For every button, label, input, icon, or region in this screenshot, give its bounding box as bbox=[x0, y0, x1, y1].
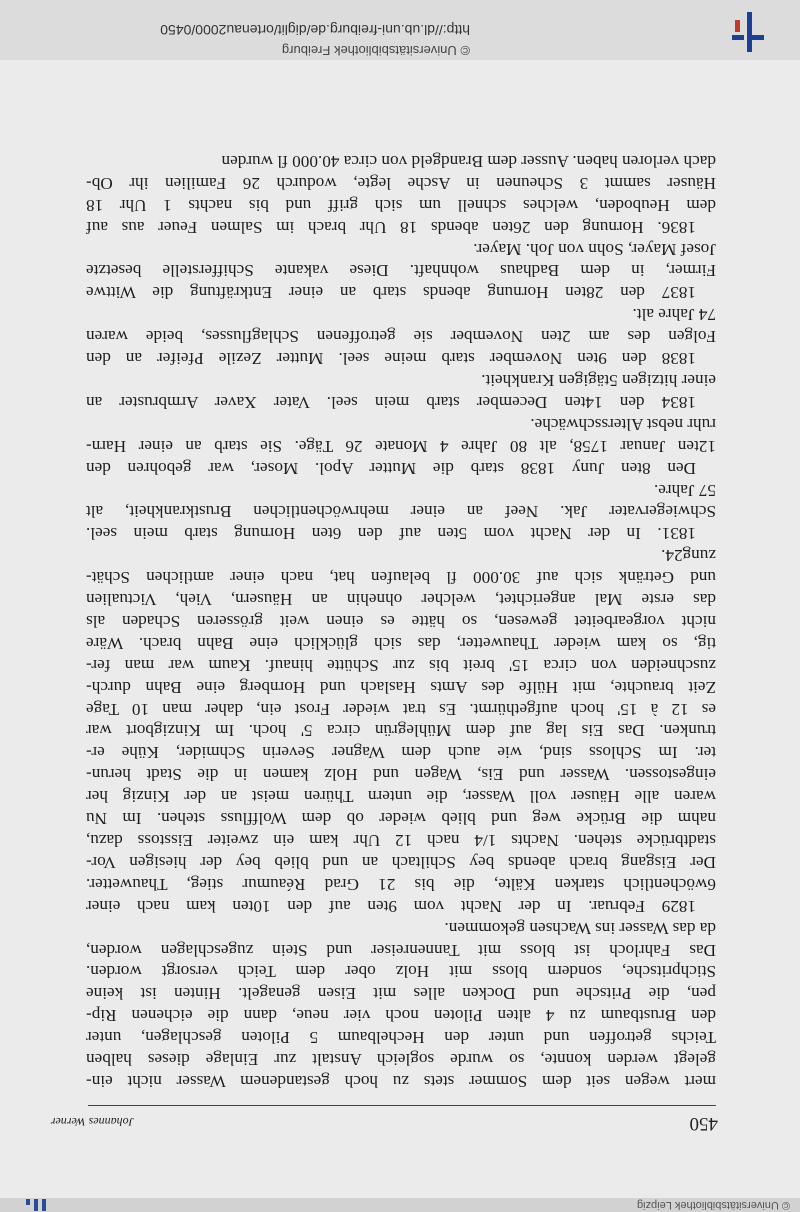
text-line: zung24. bbox=[661, 546, 716, 566]
text-line: eingestossen. Wasser und Eis, Wagen und Holz kamen in die Stadt herun- bbox=[86, 765, 716, 785]
text-line: Der Eisgang brach abends bey Schiltach an und blieb bey der hiesigen Vor- bbox=[86, 852, 716, 872]
text-line: 74 Jahre alt. bbox=[632, 305, 716, 325]
text-line: 1836. Hornung den 26ten abends 18 Uhr brach im Salmen Feuer aus auf bbox=[86, 217, 696, 237]
text-line: 1838 den 9ten November starb meine seel. Mutter Zezile Pfeifer an den bbox=[86, 349, 696, 369]
text-line: 1834 den 14ten December starb mein seel. Vater Xaver Armbruster an bbox=[86, 392, 696, 412]
top-watermark-strip bbox=[0, 1198, 800, 1212]
footer-copyright: © Universitätsbibliothek Freiburg bbox=[281, 43, 470, 58]
footer-url[interactable]: http://dl.ub.uni-freiburg.de/diglit/ortenau2000/0450 bbox=[160, 22, 470, 38]
text-line: ruhr nebst Altersschwäche. bbox=[530, 414, 716, 434]
text-line: tig, so kam wieder Thauwetter, das sich glücklich eine Bahn brach. Wäre bbox=[86, 633, 716, 653]
top-watermark: © Universitätsbibliothek Leipzig bbox=[636, 1199, 790, 1211]
text-line: nicht vorgearbeitet gewesen, so hätte es einen weit grösseren Schaden als bbox=[86, 611, 716, 631]
text-line: Schwiegervater Jak. Neef an einer mehrwöchentlichen Brustkrankheit, alt bbox=[86, 502, 716, 522]
text-line: Firmer, in dem Badhaus wohnhaft. Diese vakante Schifferstelle besetzte bbox=[86, 261, 716, 281]
page-number: 450 bbox=[689, 1113, 718, 1134]
footer-strip bbox=[0, 0, 800, 60]
text-line: Das Fahrloch ist bloss mit Tannenreiser und Stein zugeschlagen worden, bbox=[86, 940, 716, 960]
text-line: stadtbrücke stehen. Nachts 1/4 nach 12 Uhr kam ein zweiter Eisstoss dazu, bbox=[86, 831, 716, 851]
header-rule bbox=[88, 1105, 716, 1106]
text-line: 12ten Januar 1758, alt 80 Jahre 4 Monate 26 Täge. Sie starb an einer Harn- bbox=[86, 436, 716, 456]
text-line: pen, die Pritsche und Docken alles mit Eisen genagelt. Hinten ist keine bbox=[86, 984, 716, 1004]
text-line: das erste Mal angerichtet, welcher ohnehin an Häusern, Vieh, Victualien bbox=[86, 590, 716, 610]
university-logo-icon bbox=[730, 12, 764, 52]
text-line: und Getränk sich auf 30.000 fl belaufen hat, nach einer amtlichen Schät- bbox=[86, 568, 716, 588]
text-line: Folgen des am 2ten November sie getroffenen Schlagflusses, beide waren bbox=[86, 327, 716, 347]
text-line: Zeit brauchte, mit Hülfe des Amts Haslach und Hornberg eine Bahn durch- bbox=[86, 677, 716, 697]
text-line: 1831. In der Nacht vom 5ten auf den 6ten Hornung starb mein seel. bbox=[86, 524, 696, 544]
text-line: dach verloren haben. Ausser dem Brandgeld von circa 40.000 fl wurden bbox=[221, 151, 716, 171]
text-line: dem Heuboden, welches schnell um sich griff und bis nachts 1 Uhr 18 bbox=[86, 195, 716, 215]
text-line: 1829 Februar. In der Nacht vom 9ten auf den 10ten kam nach einer bbox=[86, 896, 696, 916]
text-line: 57 Jahre. bbox=[653, 480, 716, 500]
text-line: gelegt werden konnte, so wurde sogleich Anstalt zur Einlage dieses halben bbox=[86, 1050, 716, 1070]
text-line: mert wegen seit dem Sommer stets zu hoch gestandenem Wasser nicht ein- bbox=[86, 1072, 716, 1091]
library-logo-icon bbox=[16, 1199, 46, 1211]
text-line: Häuser sammt 3 Scheunen in Asche legte, wodurch 26 Familien ihr Ob- bbox=[86, 173, 716, 193]
body-text bbox=[86, 150, 716, 1092]
text-line: Teichs getroffen und unter den Hechelbaum 5 Piloten geschlagen, unter bbox=[86, 1028, 716, 1048]
text-line: trunken. Das Eis lag auf dem Mühlegrün circa 5' hoch. Im Kinzigbort war bbox=[86, 721, 716, 741]
text-line: es 12 à 15' hoch aufgethürmt. Es trat wieder Frost ein, daher man 10 Tage bbox=[86, 699, 716, 719]
text-line: 6wöchentlich starken Kälte, die bis 21 Grad Réaumur stieg, Thauwetter. bbox=[86, 874, 716, 894]
text-line: 1837 den 28ten Hornung abends starb an einer Entkräftung die Wittwe bbox=[86, 283, 696, 303]
text-line: ter. Im Schloss sind, wie auch dem Wagner Severin Schmider, Kühe er- bbox=[86, 743, 716, 763]
text-line: nahm die Brücke weg und blieb wieder ob dem Wolffluss stehen. Im Nu bbox=[86, 809, 716, 829]
text-line: da das Wasser ins Wachsen gekommen. bbox=[444, 918, 716, 938]
text-line: Josef Mayer, Sohn von Joh. Mayer. bbox=[473, 239, 716, 259]
text-line: zuschneiden von circa 15' breit bis zur Schütte hinauf. Kaum war man fer- bbox=[86, 655, 716, 675]
text-line: Stichpritsche, sondern bloss mit Holz ober dem Teich versorgt worden. bbox=[86, 962, 716, 982]
text-line: waren alle Häuser voll Wasser, die untern Thüren meist an der Kinzig her bbox=[86, 787, 716, 807]
text-line: den Brustbaum zu 4 alten Piloten noch vier neue, dann die eichenen Rip- bbox=[86, 1006, 716, 1026]
text-line: Den 8ten Juny 1838 starb die Mutter Apol. Moser, war gebohren den bbox=[86, 458, 696, 478]
running-head-author: Johannes Werner bbox=[50, 1115, 134, 1129]
text-line: einer hitzigen 5tägigen Krankheit. bbox=[481, 371, 716, 390]
